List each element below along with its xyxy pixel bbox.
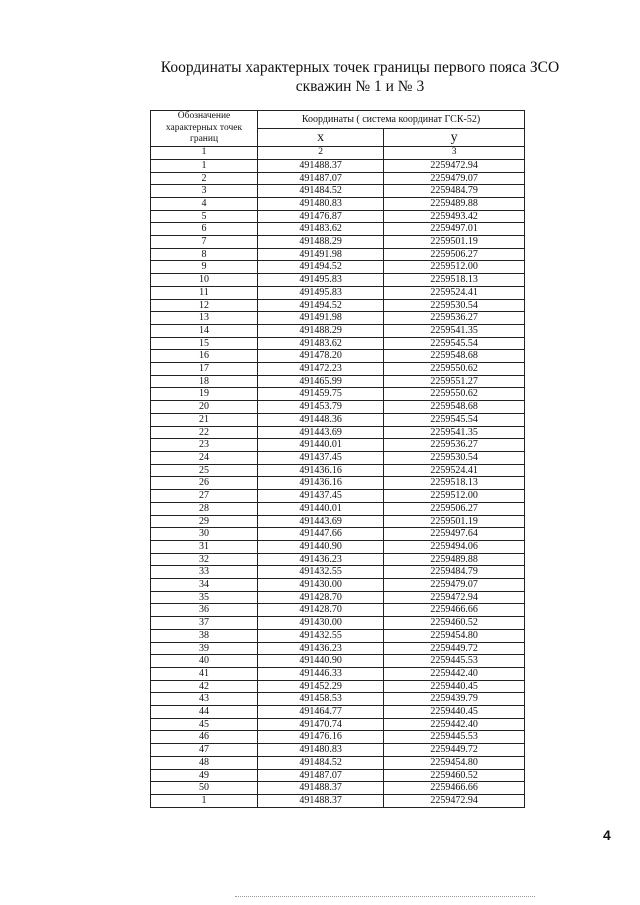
x-coordinate-cell: 491472.23 — [258, 363, 384, 376]
x-coordinate-cell: 491494.52 — [258, 299, 384, 312]
column-number-2: 2 — [258, 147, 384, 160]
y-coordinate-cell: 2259545.54 — [384, 337, 525, 350]
x-coordinate-cell: 491483.62 — [258, 337, 384, 350]
table-row — [151, 566, 525, 579]
point-number-cell: 50 — [151, 782, 258, 795]
table-row — [151, 236, 525, 249]
table-row — [151, 223, 525, 236]
point-number-cell: 12 — [151, 299, 258, 312]
point-number-cell: 22 — [151, 426, 258, 439]
point-number-cell: 3 — [151, 185, 258, 198]
y-coordinate-cell: 2259472.94 — [384, 159, 525, 172]
point-number-cell: 8 — [151, 248, 258, 261]
x-coordinate-cell: 491488.37 — [258, 159, 384, 172]
point-number-cell: 11 — [151, 286, 258, 299]
x-coordinate-cell: 491495.83 — [258, 286, 384, 299]
y-coordinate-cell: 2259484.79 — [384, 566, 525, 579]
y-coordinate-cell: 2259466.66 — [384, 782, 525, 795]
x-coordinate-cell: 491459.75 — [258, 388, 384, 401]
x-coordinate-cell: 491436.16 — [258, 464, 384, 477]
table-row — [151, 426, 525, 439]
table-row — [151, 324, 525, 337]
table-row — [151, 528, 525, 541]
x-coordinate-cell: 491480.83 — [258, 197, 384, 210]
point-number-cell: 9 — [151, 261, 258, 274]
point-number-cell: 17 — [151, 363, 258, 376]
x-coordinate-cell: 491488.37 — [258, 794, 384, 807]
x-coordinate-cell: 491465.99 — [258, 375, 384, 388]
y-coordinate-cell: 2259501.19 — [384, 236, 525, 249]
point-number-cell: 46 — [151, 731, 258, 744]
y-coordinate-cell: 2259530.54 — [384, 299, 525, 312]
point-number-cell: 21 — [151, 413, 258, 426]
table-row — [151, 210, 525, 223]
title-line-1: Координаты характерных точек границы первого пояса ЗСО — [160, 59, 560, 76]
point-number-cell: 36 — [151, 604, 258, 617]
table-row — [151, 451, 525, 464]
page-number: 4 — [603, 827, 611, 843]
point-number-cell: 40 — [151, 655, 258, 668]
y-coordinate-cell: 2259536.27 — [384, 312, 525, 325]
point-number-cell: 23 — [151, 439, 258, 452]
table-row — [151, 731, 525, 744]
header-y: y — [384, 129, 525, 147]
y-coordinate-cell: 2259479.07 — [384, 172, 525, 185]
point-number-cell: 49 — [151, 769, 258, 782]
column-number-1: 1 — [151, 147, 258, 160]
y-coordinate-cell: 2259493.42 — [384, 210, 525, 223]
point-number-cell: 4 — [151, 197, 258, 210]
table-row — [151, 312, 525, 325]
table-row — [151, 299, 525, 312]
table-row — [151, 261, 525, 274]
table-row — [151, 388, 525, 401]
x-coordinate-cell: 491484.52 — [258, 756, 384, 769]
point-number-cell: 39 — [151, 642, 258, 655]
table-row — [151, 363, 525, 376]
y-coordinate-cell: 2259541.35 — [384, 426, 525, 439]
title-line-2: скважин № 1 и № 3 — [295, 78, 425, 95]
point-number-cell: 27 — [151, 490, 258, 503]
x-coordinate-cell: 491480.83 — [258, 744, 384, 757]
table-row — [151, 274, 525, 287]
x-coordinate-cell: 491437.45 — [258, 490, 384, 503]
x-coordinate-cell: 491440.01 — [258, 439, 384, 452]
x-coordinate-cell: 491452.29 — [258, 680, 384, 693]
y-coordinate-cell: 2259497.64 — [384, 528, 525, 541]
x-coordinate-cell: 491440.90 — [258, 540, 384, 553]
table-row — [151, 629, 525, 642]
y-coordinate-cell: 2259541.35 — [384, 324, 525, 337]
point-number-cell: 29 — [151, 515, 258, 528]
table-row — [151, 401, 525, 414]
y-coordinate-cell: 2259479.07 — [384, 579, 525, 592]
point-number-cell: 41 — [151, 667, 258, 680]
table-row — [151, 248, 525, 261]
point-number-cell: 10 — [151, 274, 258, 287]
x-coordinate-cell: 491487.07 — [258, 172, 384, 185]
y-coordinate-cell: 2259460.52 — [384, 617, 525, 630]
x-coordinate-cell: 491432.55 — [258, 566, 384, 579]
table-row — [151, 159, 525, 172]
y-coordinate-cell: 2259440.45 — [384, 680, 525, 693]
point-number-cell: 26 — [151, 477, 258, 490]
table-row — [151, 515, 525, 528]
x-coordinate-cell: 491478.20 — [258, 350, 384, 363]
table-row — [151, 794, 525, 807]
document-title — [150, 58, 570, 96]
point-number-cell: 43 — [151, 693, 258, 706]
column-number-3: 3 — [384, 147, 525, 160]
x-coordinate-cell: 491440.90 — [258, 655, 384, 668]
table-row — [151, 667, 525, 680]
table-row — [151, 350, 525, 363]
table-row — [151, 553, 525, 566]
table-row — [151, 642, 525, 655]
table-row — [151, 197, 525, 210]
point-number-cell: 42 — [151, 680, 258, 693]
x-coordinate-cell: 491495.83 — [258, 274, 384, 287]
x-coordinate-cell: 491446.33 — [258, 667, 384, 680]
header-x: x — [258, 129, 384, 147]
y-coordinate-cell: 2259497.01 — [384, 223, 525, 236]
y-coordinate-cell: 2259524.41 — [384, 286, 525, 299]
point-number-cell: 7 — [151, 236, 258, 249]
point-number-cell: 38 — [151, 629, 258, 642]
x-coordinate-cell: 491448.36 — [258, 413, 384, 426]
table-row — [151, 375, 525, 388]
header-coordinates-system: Координаты ( система координат ГСК-52) — [258, 111, 525, 129]
point-number-cell: 48 — [151, 756, 258, 769]
x-coordinate-cell: 491458.53 — [258, 693, 384, 706]
x-coordinate-cell: 491447.66 — [258, 528, 384, 541]
x-coordinate-cell: 491453.79 — [258, 401, 384, 414]
x-coordinate-cell: 491487.07 — [258, 769, 384, 782]
y-coordinate-cell: 2259512.00 — [384, 261, 525, 274]
y-coordinate-cell: 2259536.27 — [384, 439, 525, 452]
point-number-cell: 44 — [151, 706, 258, 719]
point-number-cell: 18 — [151, 375, 258, 388]
y-coordinate-cell: 2259489.88 — [384, 197, 525, 210]
table-row — [151, 477, 525, 490]
x-coordinate-cell: 491484.52 — [258, 185, 384, 198]
y-coordinate-cell: 2259501.19 — [384, 515, 525, 528]
table-row — [151, 413, 525, 426]
y-coordinate-cell: 2259460.52 — [384, 769, 525, 782]
y-coordinate-cell: 2259506.27 — [384, 502, 525, 515]
y-coordinate-cell: 2259489.88 — [384, 553, 525, 566]
x-coordinate-cell: 491476.16 — [258, 731, 384, 744]
y-coordinate-cell: 2259530.54 — [384, 451, 525, 464]
point-number-cell: 31 — [151, 540, 258, 553]
x-coordinate-cell: 491483.62 — [258, 223, 384, 236]
point-number-cell: 28 — [151, 502, 258, 515]
y-coordinate-cell: 2259550.62 — [384, 363, 525, 376]
y-coordinate-cell: 2259506.27 — [384, 248, 525, 261]
y-coordinate-cell: 2259545.54 — [384, 413, 525, 426]
point-number-cell: 5 — [151, 210, 258, 223]
point-number-cell: 34 — [151, 579, 258, 592]
table-row — [151, 617, 525, 630]
y-coordinate-cell: 2259550.62 — [384, 388, 525, 401]
x-coordinate-cell: 491464.77 — [258, 706, 384, 719]
y-coordinate-cell: 2259548.68 — [384, 401, 525, 414]
table-row — [151, 655, 525, 668]
table-row — [151, 540, 525, 553]
y-coordinate-cell: 2259494.06 — [384, 540, 525, 553]
y-coordinate-cell: 2259524.41 — [384, 464, 525, 477]
y-coordinate-cell: 2259442.40 — [384, 718, 525, 731]
x-coordinate-cell: 491428.70 — [258, 604, 384, 617]
table-row — [151, 502, 525, 515]
y-coordinate-cell: 2259454.80 — [384, 629, 525, 642]
point-number-cell: 6 — [151, 223, 258, 236]
point-number-cell: 1 — [151, 794, 258, 807]
x-coordinate-cell: 491436.23 — [258, 642, 384, 655]
x-coordinate-cell: 491443.69 — [258, 515, 384, 528]
y-coordinate-cell: 2259551.27 — [384, 375, 525, 388]
x-coordinate-cell: 491470.74 — [258, 718, 384, 731]
x-coordinate-cell: 491440.01 — [258, 502, 384, 515]
x-coordinate-cell: 491491.98 — [258, 312, 384, 325]
scan-artifact-line — [235, 896, 535, 898]
table-body — [151, 159, 525, 807]
point-number-cell: 45 — [151, 718, 258, 731]
y-coordinate-cell: 2259442.40 — [384, 667, 525, 680]
table-row — [151, 185, 525, 198]
table-row — [151, 337, 525, 350]
point-number-cell: 2 — [151, 172, 258, 185]
y-coordinate-cell: 2259472.94 — [384, 794, 525, 807]
table-row — [151, 464, 525, 477]
point-number-cell: 24 — [151, 451, 258, 464]
table-row — [151, 744, 525, 757]
y-coordinate-cell: 2259472.94 — [384, 591, 525, 604]
point-number-cell: 25 — [151, 464, 258, 477]
table-row — [151, 286, 525, 299]
x-coordinate-cell: 491436.23 — [258, 553, 384, 566]
y-coordinate-cell: 2259449.72 — [384, 642, 525, 655]
point-number-cell: 20 — [151, 401, 258, 414]
table-row — [151, 591, 525, 604]
table-row — [151, 579, 525, 592]
y-coordinate-cell: 2259548.68 — [384, 350, 525, 363]
point-number-cell: 32 — [151, 553, 258, 566]
header-point-designation: Обозначение характерных точек границ — [151, 111, 258, 147]
y-coordinate-cell: 2259518.13 — [384, 477, 525, 490]
x-coordinate-cell: 491432.55 — [258, 629, 384, 642]
table-row — [151, 439, 525, 452]
point-number-cell: 14 — [151, 324, 258, 337]
point-number-cell: 1 — [151, 159, 258, 172]
y-coordinate-cell: 2259454.80 — [384, 756, 525, 769]
point-number-cell: 13 — [151, 312, 258, 325]
table-row — [151, 680, 525, 693]
x-coordinate-cell: 491443.69 — [258, 426, 384, 439]
coordinates-table — [150, 110, 525, 808]
x-coordinate-cell: 491436.16 — [258, 477, 384, 490]
point-number-cell: 15 — [151, 337, 258, 350]
y-coordinate-cell: 2259445.53 — [384, 655, 525, 668]
x-coordinate-cell: 491428.70 — [258, 591, 384, 604]
table-row — [151, 604, 525, 617]
x-coordinate-cell: 491437.45 — [258, 451, 384, 464]
table-row — [151, 756, 525, 769]
point-number-cell: 30 — [151, 528, 258, 541]
point-number-cell: 16 — [151, 350, 258, 363]
x-coordinate-cell: 491430.00 — [258, 617, 384, 630]
table-row — [151, 490, 525, 503]
table-row — [151, 693, 525, 706]
y-coordinate-cell: 2259449.72 — [384, 744, 525, 757]
point-number-cell: 33 — [151, 566, 258, 579]
x-coordinate-cell: 491494.52 — [258, 261, 384, 274]
point-number-cell: 19 — [151, 388, 258, 401]
x-coordinate-cell: 491488.29 — [258, 324, 384, 337]
point-number-cell: 37 — [151, 617, 258, 630]
y-coordinate-cell: 2259512.00 — [384, 490, 525, 503]
table-row — [151, 706, 525, 719]
x-coordinate-cell: 491430.00 — [258, 579, 384, 592]
table-row — [151, 172, 525, 185]
point-number-cell: 35 — [151, 591, 258, 604]
table-row — [151, 769, 525, 782]
y-coordinate-cell: 2259518.13 — [384, 274, 525, 287]
x-coordinate-cell: 491491.98 — [258, 248, 384, 261]
y-coordinate-cell: 2259439.79 — [384, 693, 525, 706]
y-coordinate-cell: 2259484.79 — [384, 185, 525, 198]
y-coordinate-cell: 2259445.53 — [384, 731, 525, 744]
point-number-cell: 47 — [151, 744, 258, 757]
table-row — [151, 782, 525, 795]
y-coordinate-cell: 2259466.66 — [384, 604, 525, 617]
x-coordinate-cell: 491488.37 — [258, 782, 384, 795]
x-coordinate-cell: 491488.29 — [258, 236, 384, 249]
y-coordinate-cell: 2259440.45 — [384, 706, 525, 719]
table-row — [151, 718, 525, 731]
x-coordinate-cell: 491476.87 — [258, 210, 384, 223]
